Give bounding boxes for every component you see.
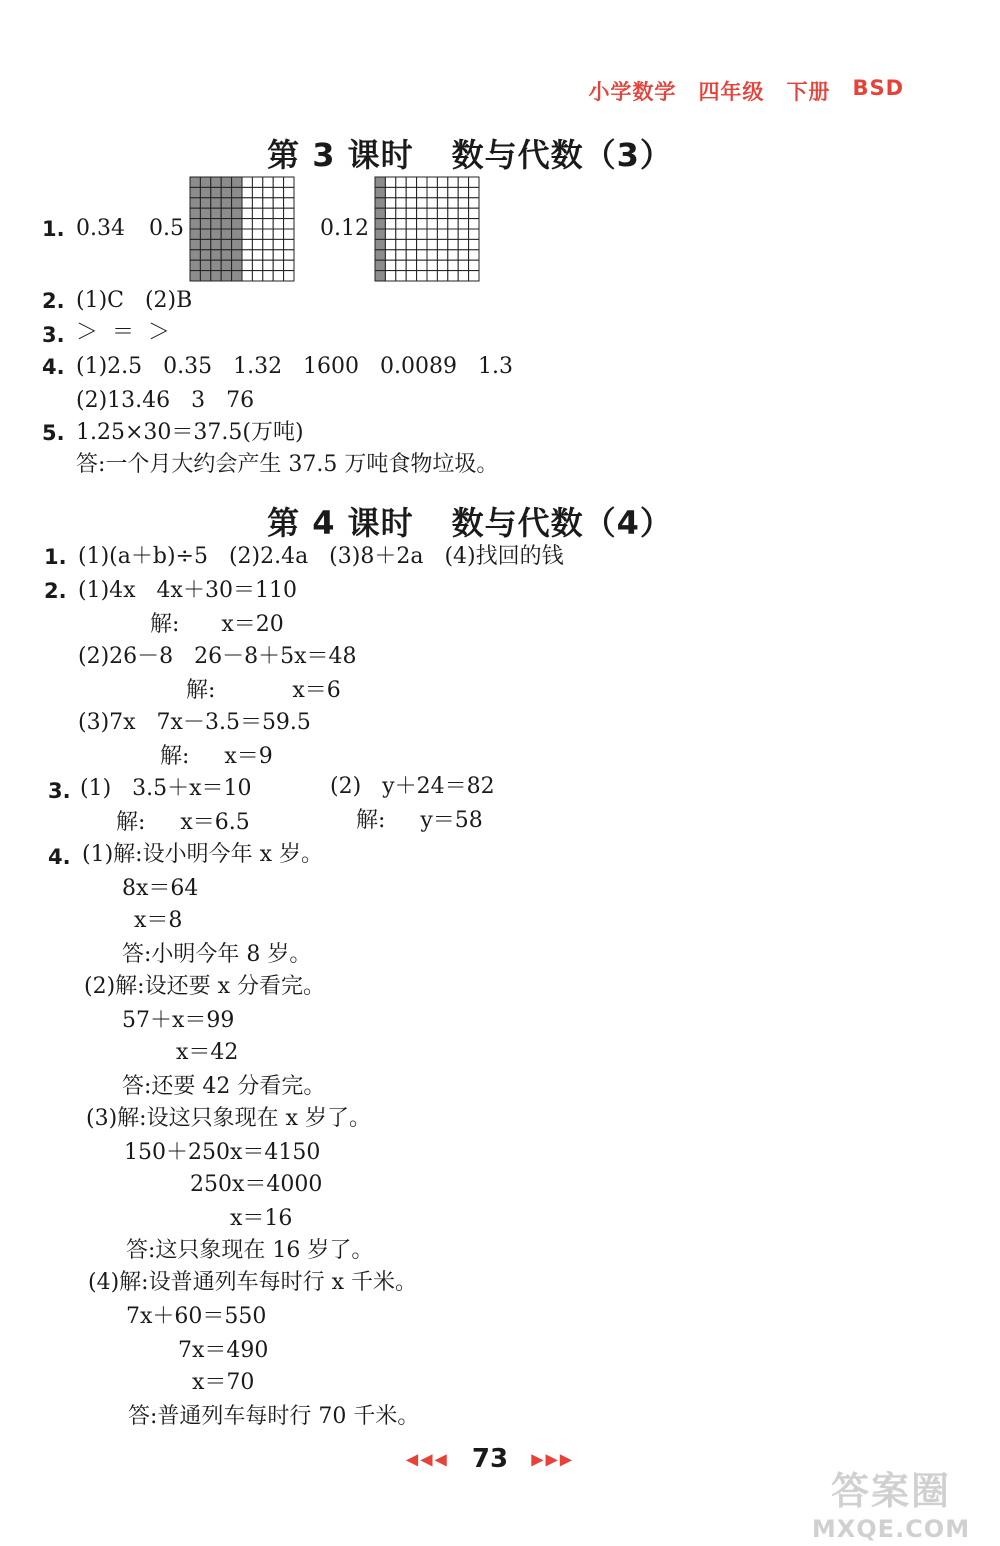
grid-cell <box>263 177 273 187</box>
grid-cell <box>263 219 273 229</box>
grid-cell <box>396 239 406 249</box>
grid-cell <box>417 219 427 229</box>
s3-q1-answer-3: 0.12 <box>320 216 369 241</box>
grid-cell <box>284 239 294 249</box>
s4-q3-left2: 解: x＝6.5 <box>116 810 250 835</box>
shaded-cell <box>232 271 242 281</box>
grid-cell <box>252 271 262 281</box>
grid-cell <box>284 260 294 270</box>
section4-title-prefix: 第 4 课时 <box>267 504 414 542</box>
shaded-cell <box>190 260 200 270</box>
shaded-cell <box>190 208 200 218</box>
grid-cell <box>252 229 262 239</box>
grid-cell <box>242 177 252 187</box>
shaded-cell <box>221 177 231 187</box>
grid-cell <box>427 208 437 218</box>
grid-cell <box>406 177 416 187</box>
grid-cell <box>406 198 416 208</box>
left-arrows-icon: ◀◀◀ <box>405 1449 449 1469</box>
grid-cell <box>406 187 416 197</box>
grid-cell <box>448 208 458 218</box>
s4-q3-left1: (1) 3.5＋x＝10 <box>80 776 252 801</box>
s3-q4-line1: (1)2.5 0.35 1.32 1600 0.0089 1.3 <box>76 354 513 379</box>
s4-q4-line: 答:这只象现在 16 岁了。 <box>126 1238 374 1263</box>
shaded-cell <box>211 229 221 239</box>
grid-cell <box>252 187 262 197</box>
s4-q3-number: 3. <box>48 779 71 803</box>
shaded-cell <box>211 250 221 260</box>
grid-cell <box>242 229 252 239</box>
s4-q4-line: 答:还要 42 分看完。 <box>122 1074 326 1099</box>
grid-cell <box>458 177 468 187</box>
s3-q1-answer-1: 0.34 <box>76 216 125 241</box>
s4-q2-line: (3)7x 7x－3.5＝59.5 <box>78 710 311 735</box>
grid-cell <box>273 250 283 260</box>
s4-q4-line: 答:普通列车每时行 70 千米。 <box>128 1404 420 1429</box>
shaded-cell <box>211 239 221 249</box>
grid-cell <box>417 208 427 218</box>
header-subject: 小学数学 <box>588 80 677 104</box>
grid-cell <box>437 177 447 187</box>
grid-cell <box>406 208 416 218</box>
shaded-cell <box>221 239 231 249</box>
grid-cell <box>437 229 447 239</box>
shaded-cell <box>375 198 385 208</box>
shaded-cell <box>190 239 200 249</box>
shaded-cell <box>221 229 231 239</box>
s4-q4-line: x＝42 <box>176 1040 239 1065</box>
grid-cell <box>469 260 479 270</box>
s4-q4-line: 7x＝490 <box>178 1338 269 1363</box>
shaded-cell <box>232 239 242 249</box>
s4-q2-line: 解: x＝20 <box>150 612 284 637</box>
s3-q4-line2: (2)13.46 3 76 <box>76 388 255 413</box>
grid-cell <box>437 219 447 229</box>
s4-q4-line: (3)解:设这只象现在 x 岁了。 <box>86 1106 371 1131</box>
shaded-cell <box>221 219 231 229</box>
grid-cell <box>417 198 427 208</box>
s4-q2-line: (1)4x 4x＋30＝110 <box>78 578 297 603</box>
grid-cell <box>396 260 406 270</box>
grid-cell <box>273 229 283 239</box>
grid-cell <box>385 260 395 270</box>
shaded-cell <box>375 208 385 218</box>
grid-cell <box>242 219 252 229</box>
shaded-cell <box>200 260 210 270</box>
right-arrows-icon: ▶▶▶ <box>531 1449 575 1469</box>
grid-cell <box>273 177 283 187</box>
grid-cell <box>385 250 395 260</box>
s4-q4-line: x＝8 <box>134 908 183 933</box>
shaded-cell <box>211 260 221 270</box>
grid-cell <box>437 239 447 249</box>
grid-cell <box>242 271 252 281</box>
s4-q3-right2: 解: y＝58 <box>356 808 483 833</box>
section3-title <box>0 130 940 176</box>
grid-cell <box>427 219 437 229</box>
grid-cell <box>458 229 468 239</box>
grid-cell <box>242 187 252 197</box>
shaded-cell <box>375 239 385 249</box>
shaded-cell <box>211 187 221 197</box>
grid-cell <box>396 187 406 197</box>
grid-cell <box>406 271 416 281</box>
shaded-cell <box>375 250 385 260</box>
s4-q2-line: 解: x＝6 <box>186 678 341 703</box>
grid-cell <box>427 250 437 260</box>
shaded-cell <box>211 198 221 208</box>
shaded-cell <box>232 208 242 218</box>
grid-cell <box>396 177 406 187</box>
shaded-cell <box>375 219 385 229</box>
s4-q4-line: x＝70 <box>192 1370 255 1395</box>
watermark-logo-text: 答案圈 <box>830 1469 951 1513</box>
grid-cell <box>458 271 468 281</box>
s4-q4-line: 57＋x＝99 <box>122 1008 235 1033</box>
s4-q4-number: 4. <box>48 845 71 869</box>
grid-cell <box>437 260 447 270</box>
grid-cell <box>284 198 294 208</box>
grid-cell <box>458 250 468 260</box>
section3-title-main: 数与代数（3） <box>451 136 673 174</box>
grid-cell <box>396 198 406 208</box>
grid-cell <box>406 229 416 239</box>
shaded-cell <box>190 250 200 260</box>
s4-q4-line: 8x＝64 <box>122 876 199 901</box>
grid-cell <box>417 271 427 281</box>
grid-cell <box>417 187 427 197</box>
grid-cell <box>458 219 468 229</box>
grid-cell <box>263 260 273 270</box>
grid-cell <box>284 219 294 229</box>
shaded-cell <box>200 208 210 218</box>
header-grade: 四年级 <box>698 80 765 104</box>
s4-q4-line: 7x＋60＝550 <box>126 1304 267 1329</box>
shaded-cell <box>211 177 221 187</box>
grid-cell <box>252 250 262 260</box>
s4-q3-right1: (2) y＋24＝82 <box>330 774 495 799</box>
grid-cell <box>263 271 273 281</box>
s4-q4-line: (2)解:设还要 x 分看完。 <box>84 974 325 999</box>
grid-cell <box>385 271 395 281</box>
shaded-cell <box>190 187 200 197</box>
shaded-cell <box>211 208 221 218</box>
section4-title <box>0 498 940 544</box>
grid-cell <box>242 198 252 208</box>
grid-cell <box>252 208 262 218</box>
grid-cell <box>427 239 437 249</box>
grid-cell <box>284 187 294 197</box>
grid-cell <box>469 208 479 218</box>
s3-q3-number: 3. <box>42 323 65 347</box>
shaded-cell <box>211 219 221 229</box>
grid-cell <box>417 260 427 270</box>
grid-cell <box>284 229 294 239</box>
header-edition: BSD <box>852 76 904 100</box>
s4-q4-line: x＝16 <box>230 1206 293 1231</box>
grid-cell <box>406 260 416 270</box>
grid-cell <box>284 177 294 187</box>
grid-cell <box>263 239 273 249</box>
grid-cell <box>448 250 458 260</box>
grid-cell <box>437 208 447 218</box>
grid-cell <box>469 187 479 197</box>
grid-cell <box>273 260 283 270</box>
grid-cell <box>242 208 252 218</box>
grid-cell <box>396 250 406 260</box>
shaded-cell <box>221 187 231 197</box>
header-volume: 下册 <box>786 80 831 104</box>
grid-cell <box>263 229 273 239</box>
grid-cell <box>448 177 458 187</box>
grid-cell <box>273 239 283 249</box>
grid-cell <box>252 198 262 208</box>
grid-cell <box>427 260 437 270</box>
grid-cell <box>448 239 458 249</box>
grid-cell <box>417 250 427 260</box>
grid-cell <box>396 208 406 218</box>
s4-q4-line: 250x＝4000 <box>190 1172 323 1197</box>
s3-q5-line2: 答:一个月大约会产生 37.5 万吨食物垃圾。 <box>76 452 499 477</box>
shaded-cell <box>375 229 385 239</box>
grid-cell <box>273 271 283 281</box>
shaded-cell <box>200 229 210 239</box>
grid-cell <box>242 260 252 270</box>
grid-cell <box>385 239 395 249</box>
grid-cell <box>437 198 447 208</box>
shaded-cell <box>221 271 231 281</box>
s4-q1-answer: (1)(a＋b)÷5 (2)2.4a (3)8＋2a (4)找回的钱 <box>78 544 564 569</box>
grid-cell <box>273 219 283 229</box>
grid-cell <box>385 208 395 218</box>
grid-cell <box>284 250 294 260</box>
grid-cell <box>417 239 427 249</box>
shaded-cell <box>375 260 385 270</box>
grid-cell <box>284 208 294 218</box>
book-header <box>588 76 904 106</box>
grid-cell <box>252 239 262 249</box>
s3-q2-answer: (1)C (2)B <box>76 288 193 313</box>
grid-cell <box>469 219 479 229</box>
grid-cell <box>252 177 262 187</box>
grid-cell <box>469 250 479 260</box>
grid-cell <box>469 177 479 187</box>
page-number: 73 <box>471 1444 509 1474</box>
grid-cell <box>427 187 437 197</box>
grid-cell <box>458 187 468 197</box>
grid-cell <box>385 187 395 197</box>
grid-cell <box>406 250 416 260</box>
grid-cell <box>448 229 458 239</box>
shaded-cell <box>200 250 210 260</box>
grid-cell <box>242 239 252 249</box>
grid-cell <box>396 229 406 239</box>
shaded-cell <box>232 260 242 270</box>
shaded-cell <box>232 219 242 229</box>
grid-cell <box>263 198 273 208</box>
hundred-grid-half-shaded <box>189 176 295 282</box>
s4-q2-line: (2)26－8 26－8＋5x＝48 <box>78 644 357 669</box>
grid-cell <box>458 198 468 208</box>
shaded-cell <box>200 177 210 187</box>
grid-cell <box>448 260 458 270</box>
grid-cell <box>469 229 479 239</box>
grid-cell <box>385 219 395 229</box>
shaded-cell <box>221 198 231 208</box>
grid-cell <box>242 250 252 260</box>
shaded-cell <box>200 219 210 229</box>
section4-title-main: 数与代数（4） <box>451 504 673 542</box>
s3-q1-answer-2: 0.5 <box>149 216 184 241</box>
watermark <box>796 1460 986 1543</box>
shaded-cell <box>221 260 231 270</box>
grid-cell <box>406 239 416 249</box>
s4-q4-line: 答:小明今年 8 岁。 <box>122 942 312 967</box>
grid-cell <box>263 187 273 197</box>
grid-cell <box>448 198 458 208</box>
shaded-cell <box>375 177 385 187</box>
grid-cell <box>284 271 294 281</box>
grid-cell <box>437 271 447 281</box>
grid-cell <box>385 198 395 208</box>
grid-cell <box>469 271 479 281</box>
s3-q2-number: 2. <box>42 289 65 313</box>
s3-q1-number: 1. <box>42 217 65 241</box>
shaded-cell <box>221 208 231 218</box>
grid-cell <box>417 229 427 239</box>
grid-cell <box>263 250 273 260</box>
grid-cell <box>273 187 283 197</box>
grid-cell <box>448 219 458 229</box>
grid-cell <box>448 187 458 197</box>
s4-q4-line: (1)解:设小明今年 x 岁。 <box>82 842 323 867</box>
s3-q4-number: 4. <box>42 355 65 379</box>
shaded-cell <box>190 177 200 187</box>
grid-cell <box>273 208 283 218</box>
grid-cell <box>273 198 283 208</box>
grid-cell <box>427 177 437 187</box>
shaded-cell <box>232 198 242 208</box>
shaded-cell <box>190 198 200 208</box>
grid-cell <box>427 198 437 208</box>
shaded-cell <box>190 229 200 239</box>
shaded-cell <box>190 219 200 229</box>
shaded-cell <box>375 187 385 197</box>
grid-cell <box>458 260 468 270</box>
grid-cell <box>437 250 447 260</box>
s4-q2-number: 2. <box>44 579 67 603</box>
grid-cell <box>427 229 437 239</box>
s3-q3-answer: ＞ ＝ ＞ <box>76 320 170 345</box>
grid-cell <box>469 198 479 208</box>
watermark-url: MXQE.COM <box>811 1515 971 1543</box>
shaded-cell <box>375 271 385 281</box>
grid-cell <box>396 219 406 229</box>
grid-cell <box>469 239 479 249</box>
shaded-cell <box>200 239 210 249</box>
shaded-cell <box>232 187 242 197</box>
hundred-grid-twelve-shaded <box>374 176 480 282</box>
grid-cell <box>385 229 395 239</box>
s3-q5-line1: 1.25×30＝37.5(万吨) <box>76 420 304 445</box>
grid-cell <box>448 271 458 281</box>
grid-cell <box>252 219 262 229</box>
grid-cell <box>458 208 468 218</box>
s4-q4-line: 150＋250x＝4150 <box>124 1140 321 1165</box>
grid-cell <box>458 239 468 249</box>
shaded-cell <box>232 177 242 187</box>
s4-q2-line: 解: x＝9 <box>160 744 273 769</box>
shaded-cell <box>232 229 242 239</box>
grid-cell <box>417 177 427 187</box>
shaded-cell <box>200 271 210 281</box>
shaded-cell <box>221 250 231 260</box>
s4-q4-line: (4)解:设普通列车每时行 x 千米。 <box>88 1270 417 1295</box>
s4-q1-number: 1. <box>44 545 67 569</box>
grid-cell <box>437 187 447 197</box>
grid-cell <box>252 260 262 270</box>
shaded-cell <box>200 198 210 208</box>
shaded-cell <box>211 271 221 281</box>
shaded-cell <box>190 271 200 281</box>
section3-title-prefix: 第 3 课时 <box>267 136 414 174</box>
grid-cell <box>385 177 395 187</box>
grid-cell <box>427 271 437 281</box>
shaded-cell <box>200 187 210 197</box>
shaded-cell <box>232 250 242 260</box>
grid-cell <box>406 219 416 229</box>
s3-q5-number: 5. <box>42 421 65 445</box>
grid-cell <box>396 271 406 281</box>
grid-cell <box>263 208 273 218</box>
